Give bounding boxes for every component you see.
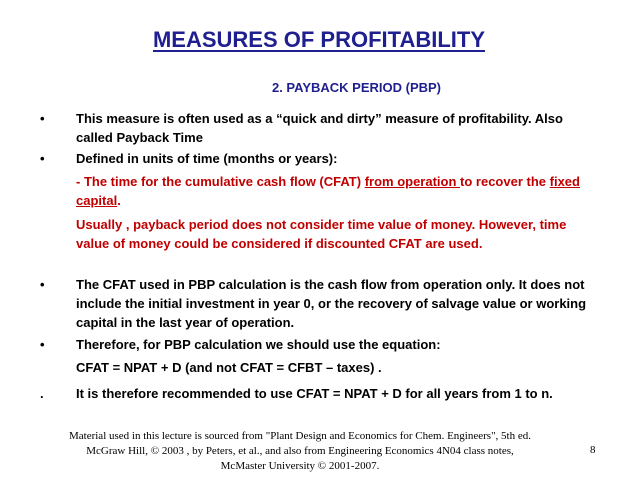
footer-line-3: McMaster University © 2001-2007. xyxy=(220,460,380,472)
source-footer xyxy=(20,429,580,474)
time-value-note: Usually , payback period does not consider time value of money. However, time value of money could be considered if discounted CFAT are used. xyxy=(76,217,567,251)
fixed-capital-underlined: fixed capital xyxy=(76,174,580,208)
footer-line-2: McGraw Hill, © 2003 , by Peters, et al., and also from Engineering Economics 4N04 class notes, xyxy=(86,445,514,457)
bullet-marker: • xyxy=(40,151,45,166)
bullet-recommendation: It is therefore recommended to use CFAT = NPAT + D for all years from 1 to n. xyxy=(76,386,553,401)
definition-text-e: . xyxy=(117,193,121,208)
equation-line: CFAT = NPAT + D (and not CFAT = CFBT – taxes) . xyxy=(76,360,382,375)
definition-text-a: - The time for the cumulative cash flow (CFAT) xyxy=(76,174,365,189)
bullet-defined-units: Defined in units of time (months or years): xyxy=(76,151,338,166)
footer-line-1: Material used in this lecture is sourced from "Plant Design and Economics for Chem. Engineers", 5th ed. xyxy=(68,430,531,442)
slide-title-text: MEASURES OF PROFITABILITY xyxy=(152,27,486,52)
bullet-marker: • xyxy=(40,111,45,126)
bullet-quick-and-dirty: This measure is often used as a “quick and dirty” measure of profitability. Also called Payback Time xyxy=(76,111,563,145)
bullet-marker: • xyxy=(40,337,45,352)
slide-title xyxy=(0,27,638,53)
page-number: 8 xyxy=(590,444,596,456)
definition-text-c: to recover the xyxy=(460,174,550,189)
bullet-marker-period: . xyxy=(40,386,44,401)
bullet-marker: • xyxy=(40,277,45,292)
bullet-cfat-operation: The CFAT used in PBP calculation is the cash flow from operation only. It does not include the initial investment in year 0, or the recovery of salvage value or working capital in the last year of operation. xyxy=(76,277,587,330)
definition-paragraph xyxy=(76,172,596,210)
from-operation-underlined: from operation xyxy=(364,174,461,189)
section-subtitle: 2. PAYBACK PERIOD (PBP) xyxy=(271,80,442,95)
bullet-therefore: Therefore, for PBP calculation we should use the equation: xyxy=(76,337,441,352)
